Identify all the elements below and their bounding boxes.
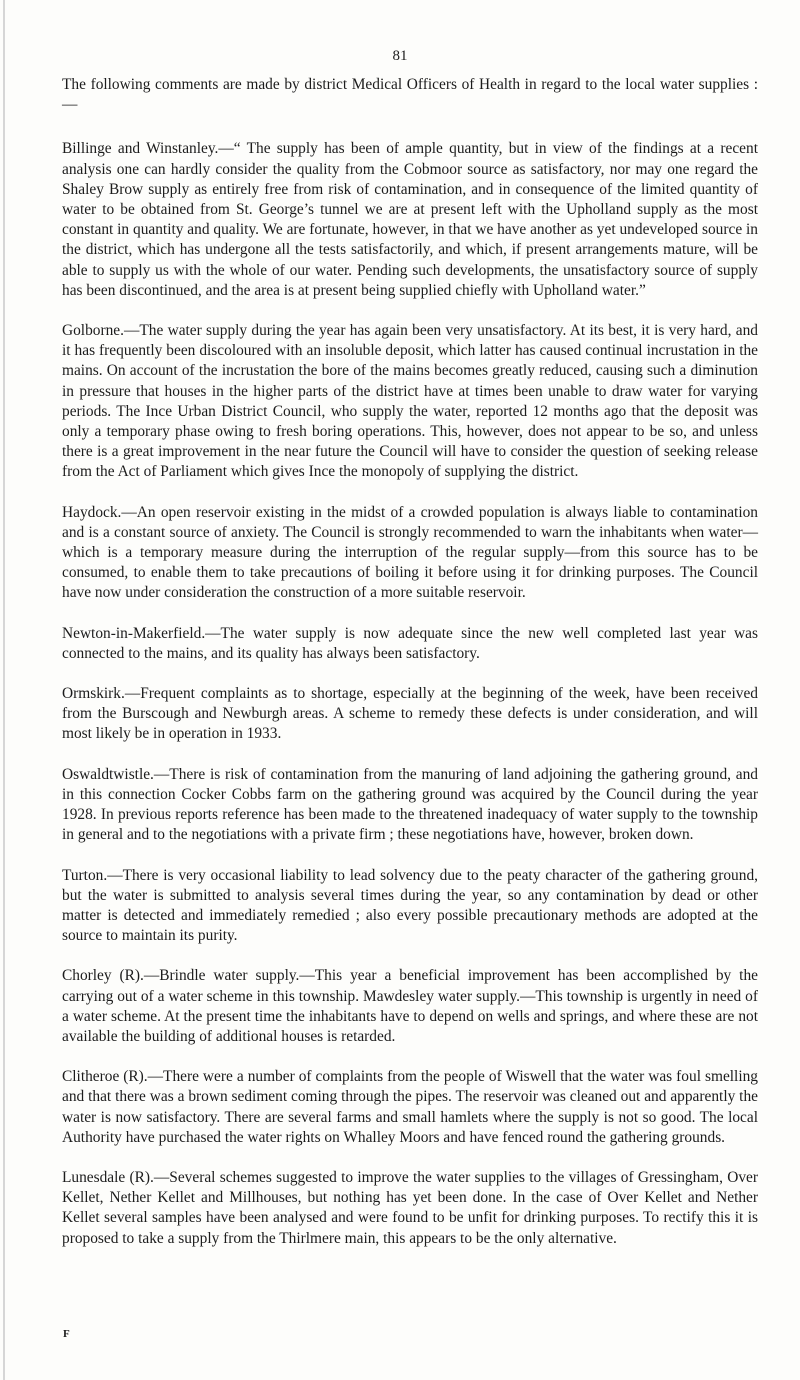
paragraph-oswaldtwistle: Oswaldtwistle.—There is risk of contamination from the manuring of land adjoining the gathering ground, and in this connection Cocker Cobbs farm on the gathering ground was acquired by the Council during the year 1928. In previous reports reference has been made to the threatened inadequacy of water supply to the township in general and to the negotiations with a private firm ; these negotiations have, however, broken down. xyxy=(62,765,758,844)
paragraph-billinge-winstanley: Billinge and Winstanley.—“ The supply has been of ample quantity, but in view of the findings at a recent analysis one can hardly consider the quality from the Cobmoor source as satisfactory, nor may one regard the Shaley Brow supply as entirely free from risk of contamination, and in consequence of the limited quantity of water to be obtained from St. George’s tunnel we are at present left with the Upholland supply as the most constant in quantity and quality. We are fortunate, however, in that we have another as yet undeveloped source in the district, which has undergone all the tests satisfactorily, and which, if present arrangements mature, will be able to supply us with the whole of our water. Pending such developments, the unsatisfactory source of supply has been discontinued, and the area is at present being supplied chiefly with Upholland water.” xyxy=(62,140,758,299)
paragraph-chorley: Chorley (R).—Brindle water supply.—This year a beneficial improvement has been accomplished by the carrying out of a water scheme in this township. Mawdesley water supply.—This township is urgently in need of a water scheme. At the present time the inhabitants have to depend on wells and springs, and where these are not available the building of additional houses is retarded. xyxy=(62,967,758,1045)
intro-paragraph: The following comments are made by district Medical Officers of Health in regard to the local water supplies :— xyxy=(62,76,758,114)
paragraph-lunesdale: Lunesdale (R).—Several schemes suggested to improve the water supplies to the villages of Gressingham, Over Kellet, Nether Kellet and Millhouses, but nothing has yet been done. In the case of Over Kellet and Nether Kellet several samples have been analysed and were found to be unfit for drinking purposes. To rectify this it is proposed to take a supply from the Thirlmere main, this appears to be the only alternative. xyxy=(62,1168,758,1247)
paragraph-haydock: Haydock.—An open reservoir existing in the midst of a crowded population is always liable to contamination and is a constant source of anxiety. The Council is strongly recommended to warn the inhabitants when water—which is a temporary measure during the interruption of the regular supply—from this source has to be consumed, to enable them to take precautions of boiling it before using it for drinking purposes. The Council have now under consideration the construction of a more suitable reservoir. xyxy=(62,503,758,602)
signature-mark: F xyxy=(63,1328,70,1340)
paragraph-clitheroe: Clitheroe (R).—There were a number of complaints from the people of Wiswell that the water was foul smelling and that there was a brown sediment coming through the pipes. The reservoir was cleaned out and apparently the water is now satisfactory. There are several farms and small hamlets where the supply is not so good. The local Authority have purchased the water rights on Whalley Moors and have fenced round the gathering grounds. xyxy=(62,1068,758,1146)
paragraph-newton-in-makerfield: Newton-in-Makerfield.—The water supply is now adequate since the new well completed last year was connected to the mains, and its quality has always been satisfactory. xyxy=(62,624,758,662)
paragraph-turton: Turton.—There is very occasional liability to lead solvency due to the peaty character of the gathering ground, but the water is submitted to analysis several times during the year, so any contamination by dead or other matter is detected and immediately remedied ; also every possible precautionary methods are adopted at the source to maintain its purity. xyxy=(62,866,758,945)
paragraph-golborne: Golborne.—The water supply during the year has again been very unsatisfactory. At its best, it is very hard, and it has frequently been discoloured with an insoluble deposit, which latter has caused continual incrustation in the mains. On account of the incrustation the bore of the mains becomes greatly reduced, causing such a diminution in pressure that houses in the higher parts of the district have at times been unable to draw water for varying periods. The Ince Urban District Council, who supply the water, reported 12 months ago that the deposit was only a temporary phase owing to fresh boring operations. This, however, does not appear to be so, and unless there is a great improvement in the near future the Council will have to consider the question of seeking release from the Act of Parliament which gives Ince the monopoly of supplying the district. xyxy=(62,322,758,481)
page-edge-line xyxy=(3,0,5,1380)
page-number: 81 xyxy=(392,48,408,64)
document-body xyxy=(62,75,758,1269)
paragraph-ormskirk: Ormskirk.—Frequent complaints as to shortage, especially at the beginning of the week, have been received from the Burscough and Newburgh areas. A scheme to remedy these defects is under consideration, and will most likely be in operation in 1933. xyxy=(62,685,758,743)
